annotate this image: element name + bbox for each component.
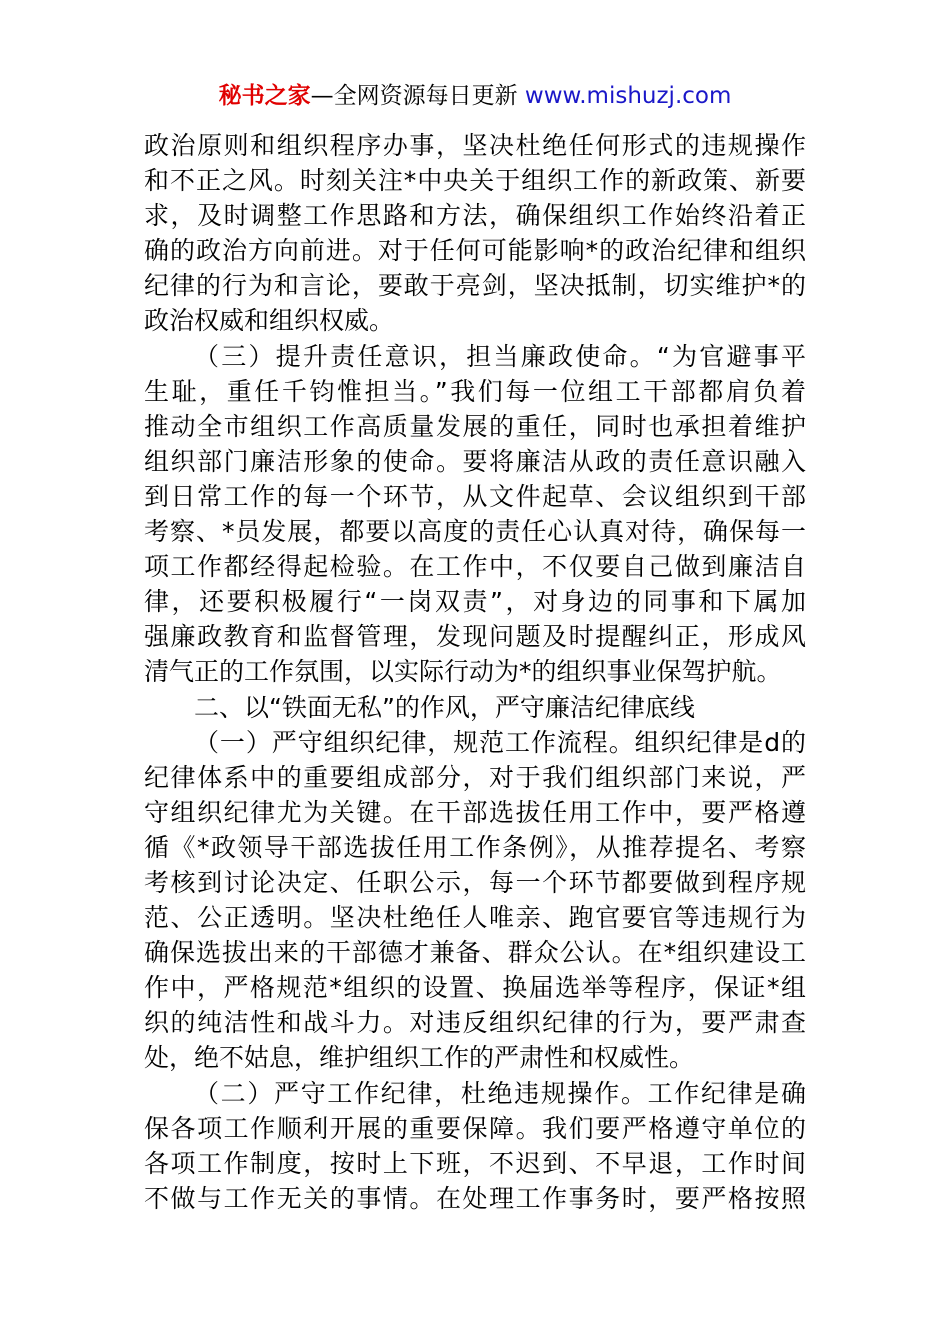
text-line: 到日常工作的每一个环节，从文件起草、会议组织到干部 (144, 481, 806, 511)
text-line: 律，还要积极履行“一岗双责”，对身边的同事和下属加 (144, 587, 806, 617)
text-line: 保各项工作顺利开展的重要保障。我们要严格遵守单位的 (144, 1113, 806, 1143)
site-url-link[interactable]: www.mishuzj.com (524, 83, 732, 109)
text-line: 各项工作制度，按时上下班，不迟到、不早退，工作时间 (144, 1148, 806, 1178)
text-line: 作中，严格规范*组织的设置、换届选举等程序，保证*组 (144, 973, 806, 1003)
text-line: 守组织纪律尤为关键。在干部选拔任用工作中，要严格遵 (144, 797, 806, 827)
section-heading-line: （二）严守工作纪律，杜绝违规操作。工作纪律是确 (194, 1078, 806, 1108)
text-line: 考察、*员发展，都要以高度的责任心认真对待，确保每一 (144, 517, 806, 547)
text-line: 纪律的行为和言论，要敢于亮剑，坚决抵制，切实维护*的 (144, 271, 806, 301)
site-header (0, 78, 950, 114)
text-line: 清气正的工作氛围，以实际行动为*的组织事业保驾护航。 (144, 657, 782, 687)
text-line: 政治权威和组织权威。 (144, 306, 395, 336)
site-brand: 秘书之家 (218, 83, 311, 109)
text-line: 确保选拔出来的干部德才兼备、群众公认。在*组织建设工 (144, 938, 806, 968)
text-line: 纪律体系中的重要组成部分，对于我们组织部门来说，严 (144, 762, 806, 792)
text-line: 强廉政教育和监督管理，发现问题及时提醒纠正，形成风 (144, 622, 806, 652)
text-line: 范、公正透明。坚决杜绝任人唯亲、跑官要官等违规行为 (144, 903, 806, 933)
text-line: 织的纯洁性和战斗力。对违反组织纪律的行为，要严肃查 (144, 1008, 806, 1038)
text-line: 推动全市组织工作高质量发展的重任，同时也承担着维护 (144, 411, 806, 441)
text-line: 考核到讨论决定、任职公示，每一个环节都要做到程序规 (144, 867, 806, 897)
section-heading-line: （三）提升责任意识，担当廉政使命。“为官避事平 (194, 341, 806, 371)
text-line: 组织部门廉洁形象的使命。要将廉洁从政的责任意识融入 (144, 446, 806, 476)
chapter-heading-line: 二、以“铁面无私”的作风，严守廉洁纪律底线 (194, 692, 695, 722)
section-heading-line: （一）严守组织纪律，规范工作流程。组织纪律是d的 (194, 727, 806, 757)
document-body (144, 128, 806, 1216)
text-line: 生耻，重任千钧惟担当。”我们每一位组工干部都肩负着 (144, 376, 806, 406)
text-line: 政治原则和组织程序办事，坚决杜绝任何形式的违规操作 (144, 131, 806, 160)
text-line: 求，及时调整工作思路和方法，确保组织工作始终沿着正 (144, 201, 806, 231)
text-line: 处，绝不姑息，维护组织工作的严肃性和权威性。 (144, 1043, 695, 1073)
text-line: 项工作都经得起检验。在工作中，不仅要自己做到廉洁自 (144, 552, 806, 582)
site-tagline: —全网资源每日更新 (310, 83, 518, 109)
text-line: 确的政治方向前进。对于任何可能影响*的政治纪律和组织 (144, 236, 806, 266)
text-line: 和不正之风。时刻关注*中央关于组织工作的新政策、新要 (144, 166, 806, 196)
text-line: 循《*政领导干部选拔任用工作条例》，从推荐提名、考察 (144, 832, 806, 862)
text-line: 不做与工作无关的事情。在处理工作事务时，要严格按照 (144, 1183, 806, 1213)
